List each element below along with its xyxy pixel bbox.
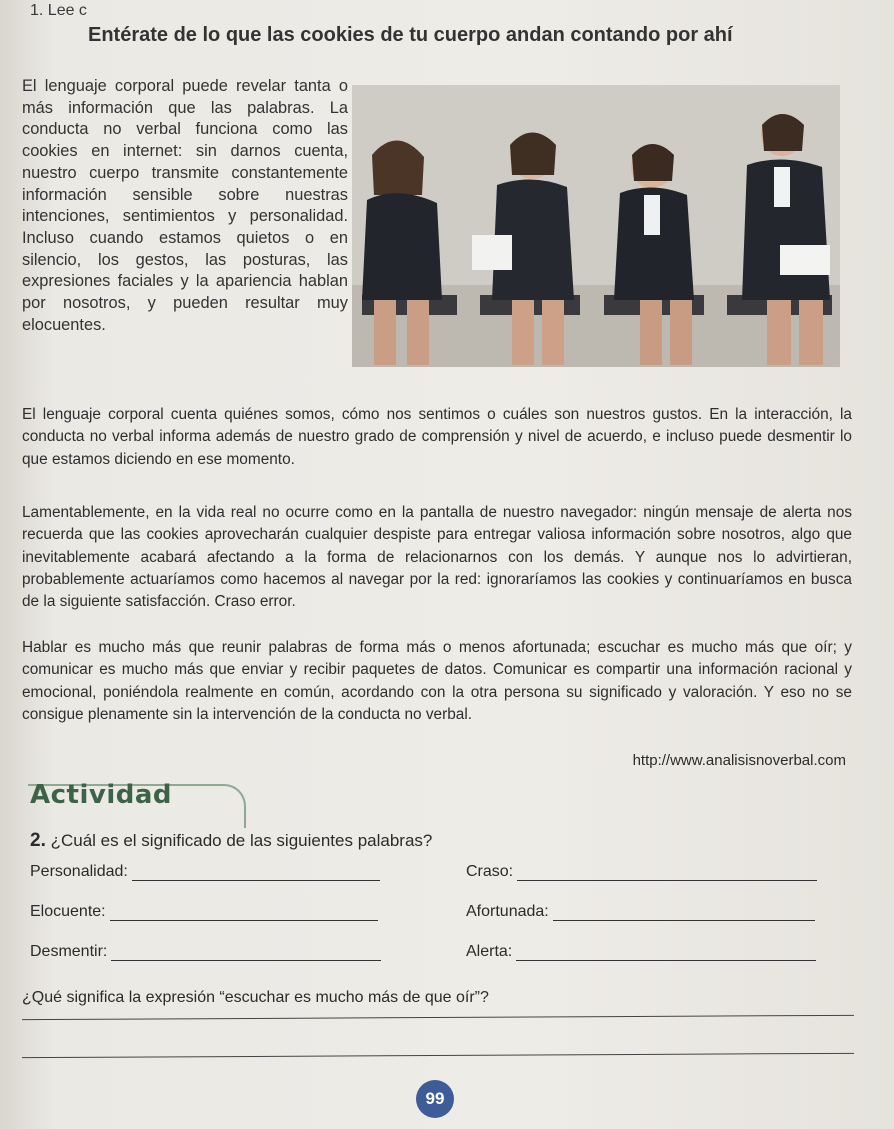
photo-illustration: [352, 85, 840, 367]
page-number-badge: 99: [416, 1080, 454, 1118]
field-label: Personalidad:: [30, 863, 128, 880]
field-personalidad: [30, 862, 380, 881]
activity-heading: Actividad: [30, 780, 173, 810]
answer-blank[interactable]: [110, 902, 378, 921]
field-desmentir: [30, 942, 381, 961]
answer-blank[interactable]: [111, 942, 381, 961]
field-alerta: [466, 942, 816, 961]
field-label: Elocuente:: [30, 903, 106, 920]
paragraph-3: Hablar es mucho más que reunir palabras de forma más o menos afortunada; escuchar es mucho más que oír; y comunicar es mucho más que enviar y recibir paquetes de datos. Comunicar es compartir una información racional y emocional, poniéndola realmente en común, acordando con la otra persona su significado y valoración. Y eso no se consigue plenamente sin la intervención de la conducta no verbal.: [22, 639, 852, 723]
answer-blank[interactable]: [553, 902, 815, 921]
answer-blank[interactable]: [132, 862, 380, 881]
field-craso: [466, 862, 817, 881]
article-title: Entérate de lo que las cookies de tu cuerpo andan contando por ahí: [88, 24, 733, 46]
paragraph-2: Lamentablemente, en la vida real no ocurre como en la pantalla de nuestro navegador: ningún mensaje de alerta nos recuerda que las cookies aprovecharán cualquier despiste para entregar valiosa información sobre nosotros, algo que inevitablemente acabará afectando a la forma de relacionarnos con los demás. Y aunque nos lo advirtieran, probablemente actuaríamos como hacemos al navegar por la red: ignoraríamos las cookies y continuaríamos en busca de la siguiente satisfacción. Craso error.: [22, 504, 852, 611]
answer-blank[interactable]: [517, 862, 817, 881]
field-afortunada: [466, 902, 815, 921]
field-elocuente: [30, 902, 378, 921]
field-label: Afortunada:: [466, 903, 549, 920]
answer-blank[interactable]: [516, 942, 816, 961]
question-number: 2.: [30, 830, 46, 851]
question-text: ¿Cuál es el significado de las siguientes palabras?: [50, 831, 433, 850]
paragraph-1: El lenguaje corporal cuenta quiénes somos, cómo nos sentimos o cuáles son nuestros gustos. En la interacción, la conducta no verbal informa además de nuestro grado de comprensión y nivel de acuerdo, e incluso puede desmentir lo que estamos diciendo en ese momento.: [22, 406, 852, 468]
exercise-label: 1. Lee c: [30, 2, 87, 19]
field-label: Craso:: [466, 863, 514, 880]
question-3: ¿Qué significa la expresión “escuchar es mucho más de que oír”?: [22, 989, 489, 1006]
field-label: Alerta:: [466, 943, 513, 960]
photo-four-women-seated: [352, 85, 840, 367]
intro-paragraph: El lenguaje corporal puede revelar tanta o más información que las palabras. La conducta no verbal funciona como las cookies en internet: sin darnos cuenta, nuestro cuerpo transmite constantemente información sensible sobre nuestras intenciones, sentimientos y personalidad. Incluso cuando estamos quietos o en silencio, los gestos, las posturas, las expresiones faciales y la apariencia hablan por nosotros, y pueden resultar muy elocuentes.: [22, 77, 348, 334]
source-url: http://www.analisisnoverbal.com: [632, 752, 846, 769]
question-2: [30, 830, 432, 852]
field-label: Desmentir:: [30, 943, 108, 960]
